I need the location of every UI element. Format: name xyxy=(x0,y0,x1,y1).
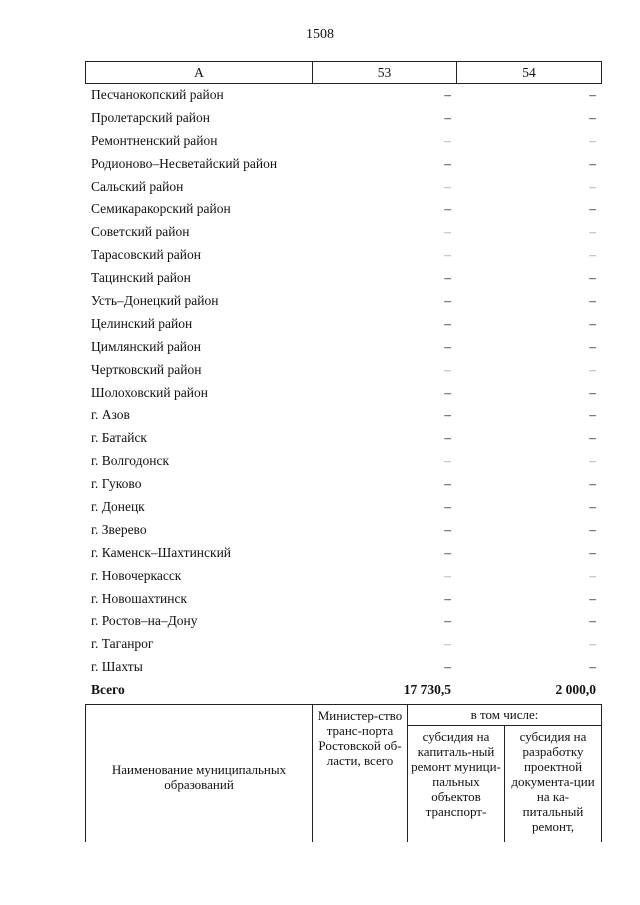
row-value-53: – xyxy=(444,613,451,629)
row-value-54: – xyxy=(589,201,596,217)
row-name: Советский район xyxy=(91,224,190,240)
col-subsidy-design: субсидия на разработку проектной документа-ции на ка-питальный ремонт, xyxy=(505,726,602,843)
row-value-54: – xyxy=(589,293,596,309)
header-col-53: 53 xyxy=(313,62,457,84)
row-value-53: – xyxy=(444,430,451,446)
col-subsidy-repair: субсидия на капиталь-ный ремонт муници-пальных объектов транспорт- xyxy=(408,726,505,843)
row-name: Тарасовский район xyxy=(91,247,201,263)
row-value-54: – xyxy=(589,247,596,263)
col-municipality-name: Наименование муниципальных образований xyxy=(86,705,313,843)
row-name: г. Новошахтинск xyxy=(91,590,187,606)
row-name: Цимлянский район xyxy=(91,338,202,354)
row-name: г. Гуково xyxy=(91,476,142,492)
row-value-53: – xyxy=(444,567,451,583)
row-name: Шолоховский район xyxy=(91,384,208,400)
row-name: г. Ростов–на–Дону xyxy=(91,613,198,629)
row-value-54: – xyxy=(589,590,596,606)
row-name: г. Батайск xyxy=(91,430,147,446)
row-value-53: – xyxy=(444,499,451,515)
row-name: Песчанокопский район xyxy=(91,87,224,102)
page-number: 1508 xyxy=(306,27,334,42)
row-value-53: – xyxy=(444,315,451,331)
col-including: в том числе: xyxy=(408,705,602,726)
row-name: г. Волгодонск xyxy=(91,453,170,469)
row-value-53: – xyxy=(444,476,451,492)
row-name: Семикаракорский район xyxy=(91,201,231,217)
row-value-53: – xyxy=(444,590,451,606)
header-col-54: 54 xyxy=(457,62,602,84)
row-value-53: – xyxy=(444,178,451,194)
row-value-53: – xyxy=(444,132,451,148)
row-name: г. Таганрог xyxy=(91,636,154,652)
row-name: Сальский район xyxy=(91,178,184,194)
row-value-54: – xyxy=(589,636,596,652)
row-value-54: – xyxy=(589,178,596,194)
row-value-54: – xyxy=(589,521,596,537)
row-name: Тацинский район xyxy=(91,270,191,286)
row-value-53: – xyxy=(444,659,451,675)
row-value-53: – xyxy=(444,636,451,652)
row-value-54: – xyxy=(589,613,596,629)
row-value-53: – xyxy=(444,87,451,102)
row-value-53: – xyxy=(444,270,451,286)
row-value-54: – xyxy=(589,476,596,492)
col-ministry-total: Министер-ство транс-порта Ростовской об-ласти, всего xyxy=(313,705,408,843)
row-value-54: – xyxy=(589,499,596,515)
row-name: Пролетарский район xyxy=(91,109,210,125)
row-value-54: – xyxy=(589,338,596,354)
row-value-54: – xyxy=(589,315,596,331)
total-label: Всего xyxy=(91,682,125,698)
row-value-53: – xyxy=(444,247,451,263)
row-name: г. Шахты xyxy=(91,659,143,675)
total-value-53: 17 730,5 xyxy=(403,682,451,698)
total-value-54: 2 000,0 xyxy=(555,682,596,698)
row-name: г. Каменск–Шахтинский xyxy=(91,544,232,560)
row-name: Целинский район xyxy=(91,315,193,331)
row-value-54: – xyxy=(589,384,596,400)
row-value-53: – xyxy=(444,407,451,423)
row-value-54: – xyxy=(589,109,596,125)
row-name: Чертковский район xyxy=(91,361,202,377)
row-name: г. Азов xyxy=(91,407,130,423)
row-value-53: – xyxy=(444,109,451,125)
row-value-54: – xyxy=(589,87,596,102)
next-table-header xyxy=(85,704,602,842)
row-value-54: – xyxy=(589,270,596,286)
row-name: Усть–Донецкий район xyxy=(91,293,219,309)
row-name: г. Новочеркасск xyxy=(91,567,182,583)
row-value-54: – xyxy=(589,567,596,583)
row-value-54: – xyxy=(589,155,596,171)
row-value-53: – xyxy=(444,293,451,309)
row-name: г. Донецк xyxy=(91,499,145,515)
row-value-53: – xyxy=(444,384,451,400)
row-value-54: – xyxy=(589,361,596,377)
row-value-53: – xyxy=(444,453,451,469)
row-value-53: – xyxy=(444,521,451,537)
row-value-54: – xyxy=(589,224,596,240)
row-value-53: – xyxy=(444,224,451,240)
row-name: Родионово–Несветайский район xyxy=(91,155,278,171)
row-value-54: – xyxy=(589,659,596,675)
row-value-54: – xyxy=(589,544,596,560)
row-value-53: – xyxy=(444,338,451,354)
row-value-53: – xyxy=(444,201,451,217)
row-value-53: – xyxy=(444,155,451,171)
row-value-54: – xyxy=(589,407,596,423)
row-value-53: – xyxy=(444,361,451,377)
header-col-a: А xyxy=(86,62,313,84)
row-value-54: – xyxy=(589,132,596,148)
row-value-54: – xyxy=(589,453,596,469)
row-name: г. Зверево xyxy=(91,521,147,537)
row-value-53: – xyxy=(444,544,451,560)
row-name: Ремонтненский район xyxy=(91,132,218,148)
row-value-54: – xyxy=(589,430,596,446)
